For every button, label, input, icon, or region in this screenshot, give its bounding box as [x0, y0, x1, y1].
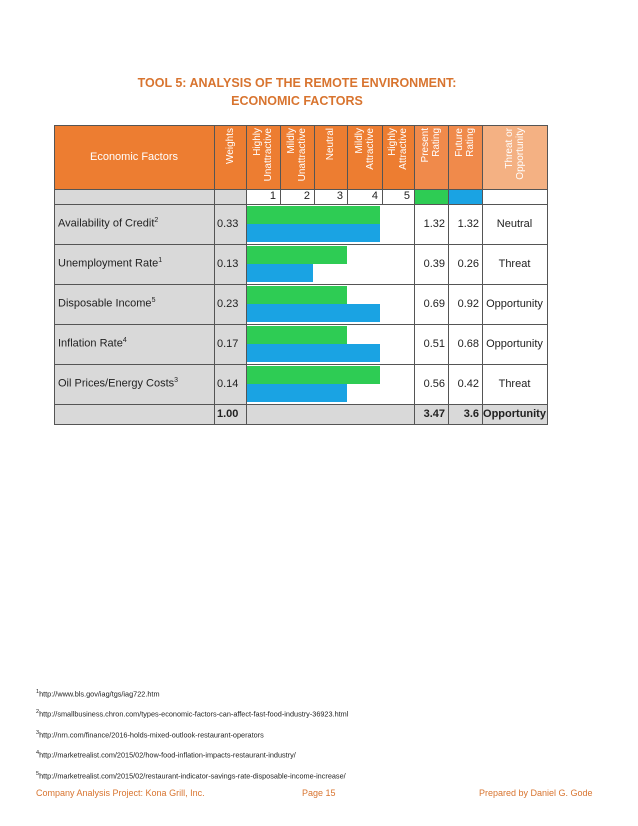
footnote-number: 3	[36, 729, 40, 736]
column-header-line: Highly	[252, 128, 263, 156]
present-legend-swatch	[414, 190, 448, 204]
future-score-bar	[246, 304, 380, 322]
grid-line	[54, 125, 548, 126]
column-header-line: Future	[454, 128, 465, 157]
footer-left: Company Analysis Project: Kona Grill, Inc.	[36, 788, 205, 798]
total-weight: 1.00	[217, 408, 239, 420]
header-factor-label: Economic Factors	[89, 151, 179, 163]
page-subtitle: ECONOMIC FACTORS	[231, 94, 363, 108]
footnote	[36, 744, 348, 764]
column-header-line: Unattractive	[263, 128, 274, 182]
footnote-number: 4	[36, 750, 40, 757]
footnote	[36, 703, 348, 723]
analysis-table	[54, 125, 547, 426]
grid-line	[54, 424, 548, 425]
assessment: Opportunity	[486, 298, 543, 310]
column-header-line: Highly	[387, 128, 398, 156]
footnote-link[interactable]: http://marketrealist.com/2015/02/restaurant-indicator-savings-rate-disposable-income-increase/	[39, 771, 346, 781]
column-header-line: Weights	[224, 128, 236, 164]
footnote-ref: 5	[151, 297, 156, 304]
footer-page: Page 15	[302, 788, 336, 798]
present-score-bar	[246, 206, 380, 224]
future-rating: 0.92	[457, 298, 479, 310]
grid-line	[448, 125, 449, 424]
footnote-ref: 1	[158, 257, 163, 264]
present-rating: 0.69	[423, 298, 445, 310]
total-assessment: Opportunity	[483, 408, 546, 420]
present-rating: 0.56	[423, 378, 445, 390]
column-header	[325, 128, 336, 186]
future-legend-swatch	[448, 190, 482, 204]
column-header-line: Mildly	[286, 128, 297, 154]
column-header	[252, 128, 274, 186]
column-header-line: Unattractive	[297, 128, 308, 182]
footnote-link[interactable]: http://marketrealist.com/2015/02/how-food-inflation-impacts-restaurant-industry/	[39, 750, 296, 760]
factor-name-text: Disposable Income	[58, 297, 152, 310]
column-header-line: Present	[420, 128, 431, 163]
column-header	[225, 128, 236, 186]
factor-name-text: Unemployment Rate	[58, 257, 159, 270]
weight-value: 0.17	[217, 338, 239, 350]
footnote	[36, 765, 348, 785]
future-score-bar	[246, 344, 380, 362]
assessment: Opportunity	[486, 338, 543, 350]
footnote	[36, 724, 348, 744]
scale-number: 2	[303, 190, 310, 202]
present-score-bar	[246, 366, 380, 384]
scale-number: 1	[269, 190, 276, 202]
grid-line	[54, 364, 548, 365]
footnote-link[interactable]: http://nrn.com/finance/2016-holds-mixed-outlook-restaurant-operators	[39, 730, 264, 740]
column-header-line: Attractive	[398, 128, 409, 170]
future-rating: 0.68	[457, 338, 479, 350]
factor-name-text: Oil Prices/Energy Costs	[58, 377, 175, 390]
footnotes	[36, 683, 348, 785]
weight-value: 0.33	[217, 218, 239, 230]
grid-line	[414, 125, 415, 424]
column-header	[454, 128, 476, 186]
grid-line	[547, 125, 548, 424]
grid-line	[314, 125, 315, 204]
column-header-line: Attractive	[364, 128, 376, 170]
footnote-number: 5	[36, 770, 40, 777]
present-score-bar	[246, 286, 347, 304]
column-header	[354, 128, 376, 186]
future-score-bar	[246, 264, 313, 282]
grid-line	[54, 204, 548, 205]
present-score-bar	[246, 246, 347, 264]
column-header-line: Rating	[431, 128, 442, 157]
present-score-bar	[246, 326, 347, 344]
footnote-ref: 4	[122, 337, 127, 344]
scale-row-weight	[214, 189, 246, 204]
present-rating: 0.51	[423, 338, 445, 350]
grid-line	[54, 125, 55, 424]
factor-name	[58, 377, 178, 390]
scale-number: 3	[336, 190, 343, 202]
grid-line	[214, 125, 215, 424]
column-header-line: Opportunity	[514, 128, 526, 180]
column-header	[387, 128, 409, 186]
factor-name	[58, 337, 127, 350]
column-header-line: Threat or	[503, 128, 515, 169]
weight-value: 0.23	[217, 298, 239, 310]
weight-value: 0.13	[217, 258, 239, 270]
assessment: Threat	[498, 258, 531, 270]
factor-name	[58, 257, 162, 270]
grid-line	[54, 189, 548, 190]
assessment: Neutral	[496, 218, 533, 230]
total-future: 3.6	[463, 408, 479, 420]
column-header	[286, 128, 308, 186]
weight-value: 0.14	[217, 378, 239, 390]
column-header-line: Neutral	[325, 128, 336, 161]
grid-line	[246, 125, 247, 424]
future-score-bar	[246, 384, 347, 402]
grid-line	[482, 125, 483, 424]
present-rating: 1.32	[423, 218, 445, 230]
grid-line	[54, 404, 548, 405]
scale-row-blank	[54, 189, 214, 204]
factor-name	[58, 217, 158, 230]
factor-name-text: Inflation Rate	[58, 337, 123, 350]
grid-line	[382, 125, 383, 204]
column-header	[420, 128, 442, 186]
scale-number: 5	[403, 190, 410, 202]
footnote-link[interactable]: http://www.bls.gov/iag/tgs/iag722.htm	[39, 689, 160, 699]
factor-name-text: Availability of Credit	[58, 217, 155, 230]
footnote-number: 1	[36, 689, 40, 695]
column-header-line: Rating	[465, 128, 476, 157]
grid-line	[54, 284, 548, 285]
footnote-number: 2	[36, 709, 40, 716]
grid-line	[54, 324, 548, 325]
grid-line	[280, 125, 281, 204]
future-rating: 0.26	[457, 258, 479, 270]
footnote-ref: 2	[154, 217, 159, 224]
assessment: Threat	[498, 378, 531, 390]
footnote-link[interactable]: http://smallbusiness.chron.com/types-economic-factors-can-affect-fast-food-industry-36923.html	[39, 709, 349, 719]
column-header	[504, 128, 526, 186]
future-score-bar	[246, 224, 380, 242]
scale-number: 4	[371, 190, 378, 202]
page-title: TOOL 5: ANALYSIS OF THE REMOTE ENVIRONMENT:	[137, 76, 457, 90]
footnote	[36, 683, 348, 703]
present-rating: 0.39	[423, 258, 445, 270]
grid-line	[347, 125, 348, 204]
future-rating: 1.32	[457, 218, 479, 230]
column-header-line: Mildly	[353, 128, 365, 154]
grid-line	[54, 244, 548, 245]
footnote-ref: 3	[174, 377, 179, 384]
footer-right: Prepared by Daniel G. Gode	[479, 788, 593, 798]
total-present: 3.47	[423, 408, 445, 420]
factor-name	[58, 297, 155, 310]
future-rating: 0.42	[457, 378, 479, 390]
